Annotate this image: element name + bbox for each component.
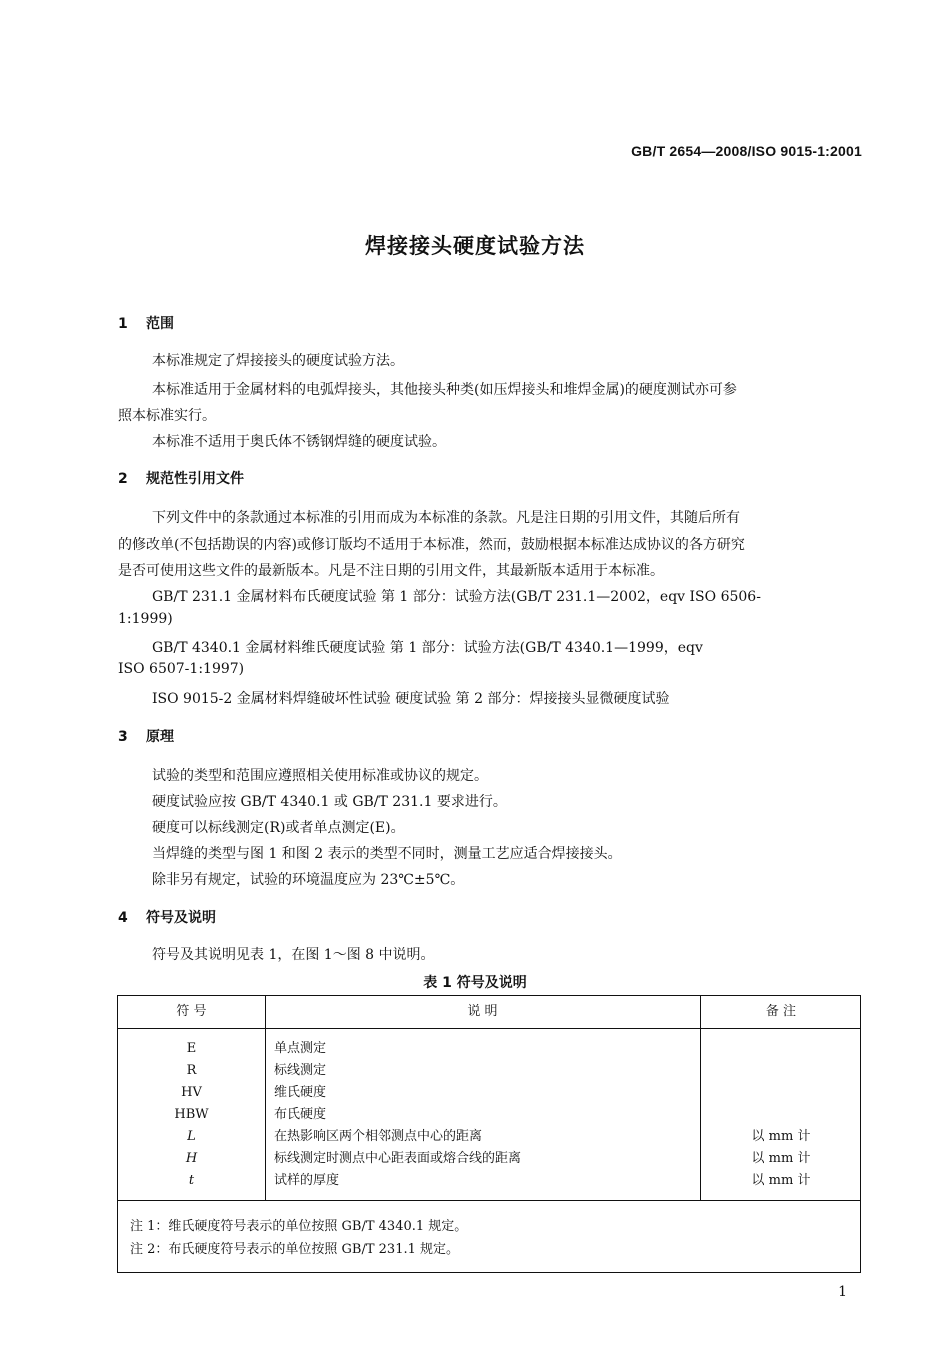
reference-item: GB/T 231.1 金属材料布氏硬度试验 第 1 部分：试验方法(GB/T 231.1—2002，eqv ISO 6506- bbox=[152, 589, 761, 605]
section-4-heading bbox=[118, 907, 216, 927]
table-row bbox=[118, 1038, 860, 1060]
table-row bbox=[118, 1126, 860, 1148]
section-title: 范围 bbox=[146, 316, 174, 332]
reference-item: 1:1999) bbox=[118, 611, 173, 627]
section-number: 3 bbox=[118, 729, 128, 745]
paragraph: 当焊缝的类型与图 1 和图 2 表示的类型不同时，测量工艺应适合焊接接头。 bbox=[152, 846, 622, 862]
table-cell-description: 在热影响区两个相邻测点中心的距离 bbox=[274, 1129, 483, 1144]
table-cell-description: 维氏硬度 bbox=[274, 1085, 327, 1100]
table-cell-symbol: R bbox=[186, 1063, 197, 1078]
table-row bbox=[118, 1082, 860, 1104]
paragraph: 除非另有规定，试验的环境温度应为 23℃±5℃。 bbox=[152, 872, 465, 888]
paragraph: 本标准规定了焊接接头的硬度试验方法。 bbox=[152, 353, 404, 369]
reference-item: ISO 6507-1:1997) bbox=[118, 661, 245, 677]
section-title: 符号及说明 bbox=[146, 910, 216, 926]
page-number: 1 bbox=[838, 1284, 847, 1300]
table-cell-symbol: HV bbox=[181, 1085, 202, 1100]
table-cell-description: 单点测定 bbox=[274, 1041, 327, 1056]
table-cell-description: 标线测定时测点中心距表面或熔合线的距离 bbox=[274, 1151, 522, 1166]
paragraph: 试验的类型和范围应遵照相关使用标准或协议的规定。 bbox=[152, 768, 488, 784]
table-note: 注 1：维氏硬度符号表示的单位按照 GB/T 4340.1 规定。 bbox=[130, 1219, 468, 1234]
table-row bbox=[118, 1060, 860, 1082]
table-cell-symbol: E bbox=[186, 1041, 197, 1056]
document-title: 焊接接头硬度试验方法 bbox=[365, 234, 585, 258]
table-cell-description: 试样的厚度 bbox=[274, 1173, 340, 1188]
paragraph: 本标准适用于金属材料的电弧焊接头，其他接头种类(如压焊接头和堆焊金属)的硬度测试亦可参 bbox=[152, 382, 737, 398]
table-cell-description: 布氏硬度 bbox=[274, 1107, 327, 1122]
paragraph: 照本标准实行。 bbox=[118, 408, 216, 424]
table-row bbox=[118, 1170, 860, 1192]
paragraph: 本标准不适用于奥氏体不锈钢焊缝的硬度试验。 bbox=[152, 434, 446, 450]
section-number: 1 bbox=[118, 316, 128, 332]
symbol-table bbox=[117, 995, 861, 1273]
table-row bbox=[118, 1148, 860, 1170]
table-cell-symbol: HBW bbox=[174, 1107, 209, 1122]
table-caption: 表 1 符号及说明 bbox=[423, 975, 527, 991]
section-number: 2 bbox=[118, 471, 128, 487]
reference-item: ISO 9015-2 金属材料焊缝破坏性试验 硬度试验 第 2 部分：焊接接头显微硬度试验 bbox=[152, 691, 670, 707]
table-cell-symbol: H bbox=[185, 1151, 198, 1166]
table-header-remark: 备 注 bbox=[765, 1004, 797, 1019]
table-rule bbox=[118, 1200, 860, 1201]
table-row bbox=[118, 1104, 860, 1126]
table-cell-remark: 以 mm 计 bbox=[751, 1151, 811, 1166]
section-number: 4 bbox=[118, 910, 128, 926]
table-cell-remark: 以 mm 计 bbox=[751, 1173, 811, 1188]
section-3-heading bbox=[118, 726, 174, 746]
reference-item: GB/T 4340.1 金属材料维氏硬度试验 第 1 部分：试验方法(GB/T 4340.1—1999，eqv bbox=[152, 640, 703, 656]
table-header-symbol: 符 号 bbox=[176, 1004, 207, 1019]
table-cell-symbol: t bbox=[188, 1173, 195, 1188]
document-code: GB/T 2654—2008/ISO 9015-1:2001 bbox=[631, 143, 862, 159]
section-title: 原理 bbox=[146, 729, 174, 745]
paragraph: 硬度可以标线测定(R)或者单点测定(E)。 bbox=[152, 820, 405, 836]
paragraph: 是否可使用这些文件的最新版本。凡是不注日期的引用文件，其最新版本适用于本标准。 bbox=[118, 563, 664, 579]
section-2-heading bbox=[118, 468, 244, 488]
paragraph: 硬度试验应按 GB/T 4340.1 或 GB/T 231.1 要求进行。 bbox=[152, 794, 507, 810]
section-1-heading bbox=[118, 313, 174, 333]
paragraph: 符号及其说明见表 1，在图 1～图 8 中说明。 bbox=[152, 947, 435, 963]
paragraph: 下列文件中的条款通过本标准的引用而成为本标准的条款。凡是注日期的引用文件，其随后所有 bbox=[152, 510, 740, 526]
table-cell-description: 标线测定 bbox=[274, 1063, 327, 1078]
section-title: 规范性引用文件 bbox=[146, 471, 244, 487]
paragraph: 的修改单(不包括勘误的内容)或修订版均不适用于本标准，然而，鼓励根据本标准达成协议的各方研究 bbox=[118, 537, 745, 553]
table-rule bbox=[118, 1028, 860, 1029]
table-note: 注 2：布氏硬度符号表示的单位按照 GB/T 231.1 规定。 bbox=[130, 1242, 460, 1257]
table-header-description: 说 明 bbox=[467, 1004, 498, 1019]
table-cell-remark: 以 mm 计 bbox=[751, 1129, 811, 1144]
table-cell-symbol: L bbox=[187, 1129, 196, 1144]
